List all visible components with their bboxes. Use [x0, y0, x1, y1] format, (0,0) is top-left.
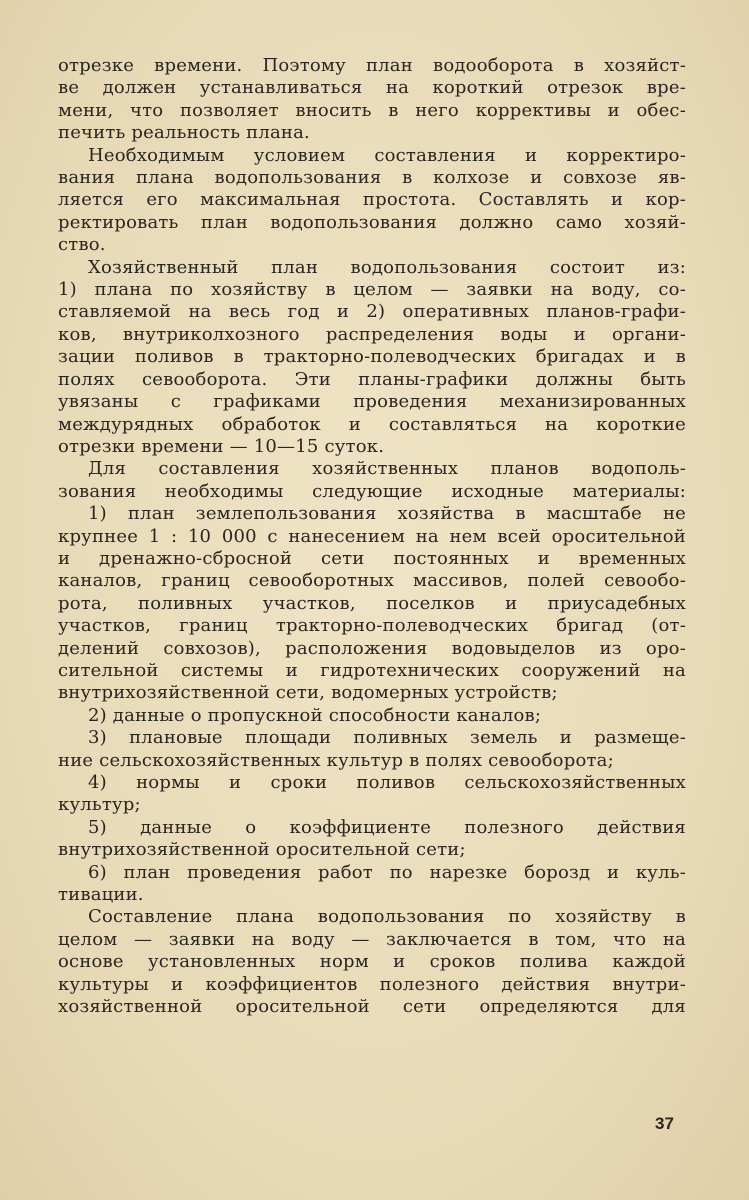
paragraph-1 — [58, 55, 686, 145]
list-item-2 — [58, 705, 686, 727]
text-line: зации поливов в тракторно-полеводческих бригадах и в — [58, 346, 686, 368]
text-line: 2) данные о пропускной способности каналов; — [88, 704, 542, 726]
paragraph-2 — [58, 145, 686, 257]
text-line: тивации. — [58, 884, 144, 906]
text-line: основе установленных норм и сроков полива каждой — [58, 951, 686, 973]
page-number: 37 — [655, 1114, 674, 1133]
text-line: 4) нормы и сроки поливов сельскохозяйственных — [88, 772, 686, 793]
text-line: внутрихозяйственной оросительной сети; — [58, 839, 466, 861]
text-line: сительной системы и гидротехнических сооружений на — [58, 659, 686, 681]
text-line: культур; — [58, 794, 141, 816]
list-item-6 — [58, 862, 686, 907]
text-line: ставляемой на весь год и 2) оперативных планов-графи- — [58, 301, 686, 323]
text-line: целом — заявки на воду — заключается в том, что на — [58, 928, 686, 950]
paragraph-4 — [58, 458, 686, 503]
text-line: ляется его максимальная простота. Составлять и кор- — [58, 189, 686, 211]
text-line: вания плана водопользования в колхозе и совхозе яв- — [58, 167, 686, 189]
list-item-1 — [58, 503, 686, 705]
text-line: участков, границ тракторно-полеводческих бригад (от- — [58, 615, 686, 637]
text-line: делений совхозов), расположения водовыделов из оро- — [58, 637, 686, 659]
text-line: ство. — [58, 234, 106, 256]
text-line: внутрихозяйственной сети, водомерных устройств; — [58, 682, 558, 704]
text-line: зования необходимы следующие исходные материалы: — [58, 480, 686, 502]
page-body-text — [58, 55, 686, 1018]
text-line: междурядных обработок и составляться на короткие — [58, 413, 686, 435]
list-item-5 — [58, 817, 686, 862]
text-line: и дренажно-сбросной сети постоянных и временных — [58, 547, 686, 569]
text-line: увязаны с графиками проведения механизированных — [58, 391, 686, 413]
text-line: 6) план проведения работ по нарезке борозд и куль- — [88, 861, 686, 883]
list-item-3 — [58, 727, 686, 772]
text-line: полях севооборота. Эти планы-графики должны быть — [58, 368, 686, 390]
paragraph-5 — [58, 906, 686, 1018]
text-line: ректировать план водопользования должно само хозяй- — [58, 211, 686, 233]
text-line: хозяйственной оросительной сети определяются для — [58, 996, 686, 1018]
text-line: Необходимым условием составления и корректиро- — [88, 144, 686, 166]
text-line: отрезке времени. Поэтому план водооборота в хозяйст- — [58, 55, 686, 76]
text-line: Хозяйственный план водопользования состоит из: — [88, 256, 686, 278]
text-line: рота, поливных участков, поселков и приусадебных — [58, 592, 686, 614]
paragraph-3 — [58, 257, 686, 459]
text-line: Для составления хозяйственных планов водополь- — [88, 458, 686, 480]
text-line: 1) плана по хозяйству в целом — заявки на воду, со- — [58, 279, 686, 301]
text-line: культуры и коэффициентов полезного действия внутри- — [58, 973, 686, 995]
text-line: крупнее 1 : 10 000 с нанесением на нем всей оросительной — [58, 525, 686, 547]
text-line: отрезки времени — 10—15 суток. — [58, 435, 385, 457]
list-item-4 — [58, 772, 686, 817]
text-line: мени, что позволяет вносить в него коррективы и обес- — [58, 99, 686, 121]
text-line: 5) данные о коэффициенте полезного действия — [88, 816, 686, 838]
text-line: ков, внутриколхозного распределения воды и органи- — [58, 323, 686, 345]
text-line: каналов, границ севооборотных массивов, полей севообо- — [58, 570, 686, 592]
text-line: 1) план землепользования хозяйства в масштабе не — [88, 503, 686, 525]
text-line: 3) плановые площади поливных земель и размеще- — [88, 727, 686, 749]
text-line: печить реальность плана. — [58, 122, 310, 144]
text-line: ве должен устанавливаться на короткий отрезок вре- — [58, 77, 686, 99]
text-line: ние сельскохозяйственных культур в полях севооборота; — [58, 749, 614, 771]
text-line: Составление плана водопользования по хозяйству в — [88, 906, 686, 928]
